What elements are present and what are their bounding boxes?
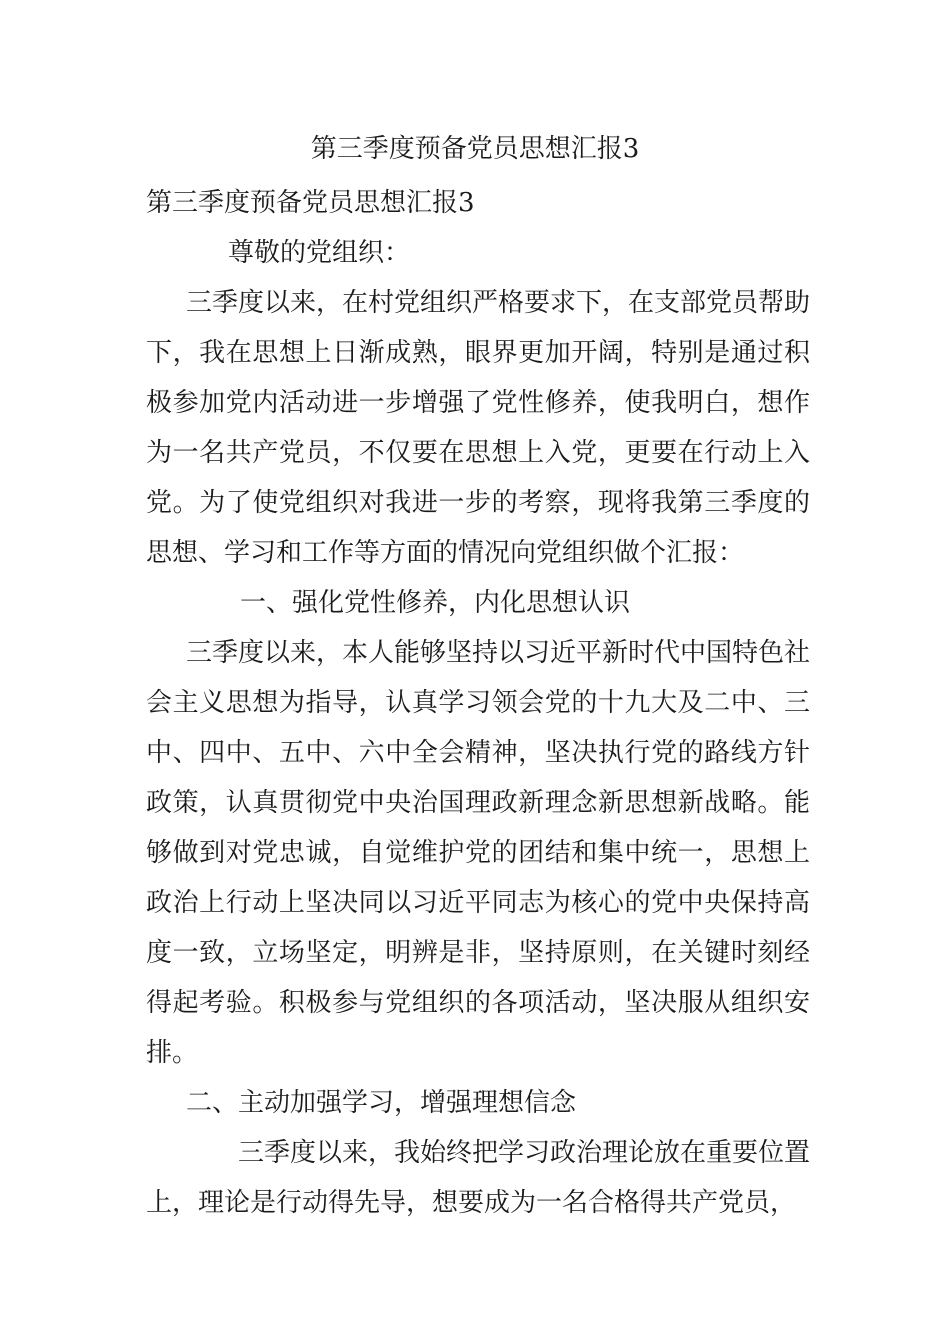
- document-subtitle: 第三季度预备党员思想汇报3: [146, 188, 475, 218]
- document-title: 第三季度预备党员思想汇报3: [310, 134, 640, 164]
- section-2-heading: 二、主动加强学习，增强理想信念: [186, 1088, 577, 1118]
- section-1-paragraph: 三季度以来，本人能够坚持以习近平新时代中国特色社会主义思想为指导，认真学习领会党的十九大及二中、三中、四中、五中、六中全会精神，坚决执行党的路线方针政策，认真贯彻党中央治国理政新理念新思想新战略。能够做到对党忠诚，自觉维护党的团结和集中统一，思想上政治上行动上坚决同以习近平同志为核心的党中央保持高度一致，立场坚定，明辨是非，坚持原则，在关键时刻经得起考验。积极参与党组织的各项活动，坚决服从组织安排。: [146, 638, 811, 1068]
- section-1-heading: 一、强化党性修养，内化思想认识: [240, 588, 631, 618]
- document-body: [146, 178, 810, 1228]
- salutation: 尊敬的党组织：: [228, 238, 411, 268]
- section-2-paragraph: 三季度以来，我始终把学习政治理论放在重要位置上，理论是行动得先导，想要成为一名合格得共产党员，: [146, 1138, 811, 1218]
- intro-paragraph: 三季度以来，在村党组织严格要求下，在支部党员帮助下，我在思想上日渐成熟，眼界更加开阔，特别是通过积极参加党内活动进一步增强了党性修养，使我明白，想作为一名共产党员，不仅要在思想上入党，更要在行动上入党。为了使党组织对我进一步的考察，现将我第三季度的思想、学习和工作等方面的情况向党组织做个汇报：: [146, 288, 811, 568]
